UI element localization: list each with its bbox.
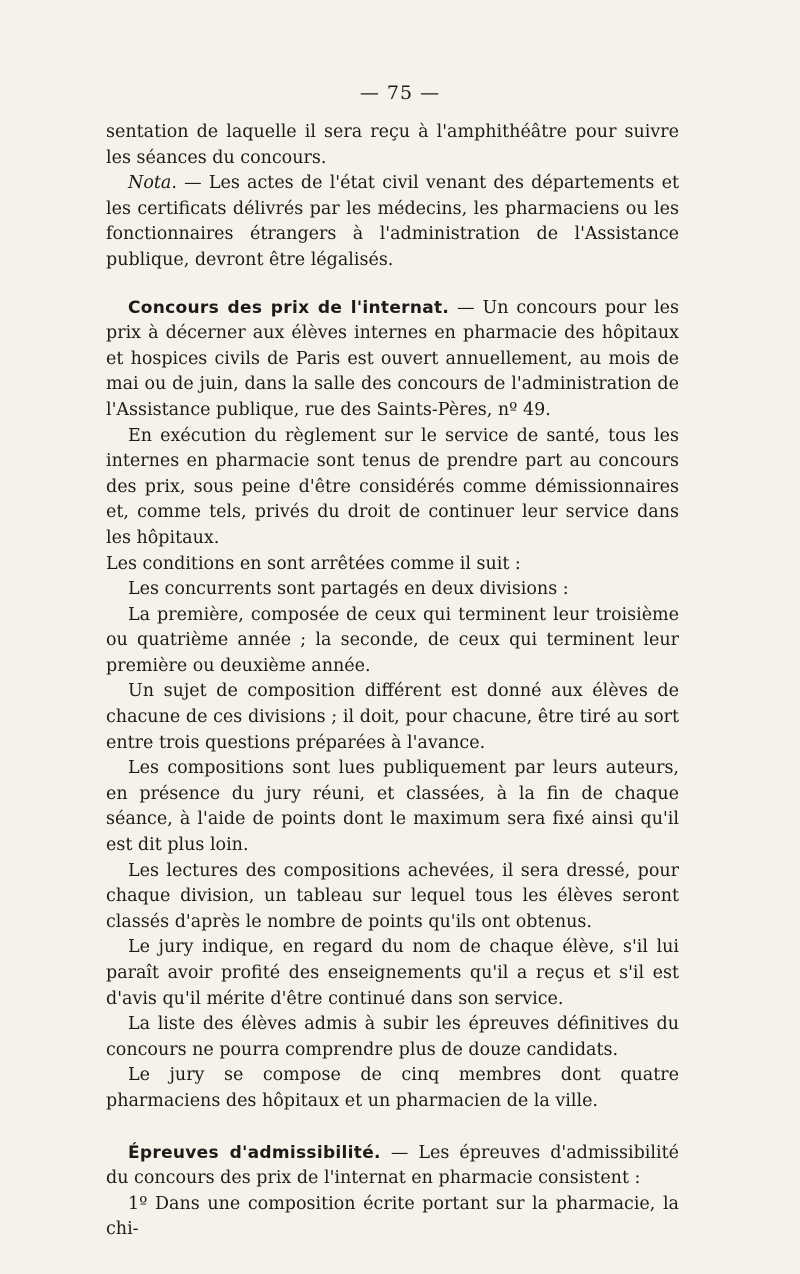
paragraph: 1º Dans une composition écrite portant sur la pharmacie, la chi-: [106, 1193, 679, 1240]
paragraph: Les compositions sont lues publiquement par leurs auteurs, en présence du jury réuni, et classées, à la fin de chaque séance, à l'aide de points dont le maximum sera fixé ainsi qu'il est dit plus loin.: [106, 758, 679, 856]
paragraph: En exécution du règlement sur le service de santé, tous les internes en pharmacie sont tenus de prendre part au concours des prix, sous peine d'être considérés comme démissionnaires et, comme tels, privés du droit de continuer leur service dans les hôpitaux.: [106, 425, 679, 548]
paragraph: Les concurrents sont partagés en deux divisions :: [128, 579, 569, 600]
paragraph: La liste des élèves admis à subir les épreuves définitives du concours ne pourra comprendre plus de douze candidats.: [106, 1014, 679, 1060]
paragraph-continuation: sentation de laquelle il sera reçu à l'amphithéâtre pour suivre les séances du concours.: [106, 122, 679, 168]
section-heading-concours: Concours des prix de l'internat.: [128, 297, 450, 318]
nota-text: — Les actes de l'état civil venant des départements et les certificats délivrés par les médecins, les pharmaciens ou les fonctionnaires étrangers à l'administration de l'Assistance publique, devront être légalisés.: [106, 173, 679, 270]
nota-label: Nota.: [128, 173, 177, 194]
section-epreuves-admissibilite: [106, 1141, 679, 1192]
body-text: [106, 120, 679, 1243]
paragraph: La première, composée de ceux qui terminent leur troisième ou quatrième année ; la seconde, de ceux qui terminent leur première ou deuxième année.: [106, 604, 679, 676]
paragraph: Le jury se compose de cinq membres dont quatre pharmaciens des hôpitaux et un pharmacien de la ville.: [106, 1065, 679, 1111]
section-text-epreuves: — Les épreuves d'admissibilité du concours des prix de l'internat en pharmacie consistent :: [106, 1142, 679, 1189]
section-concours-prix: [106, 296, 679, 424]
paragraph: Un sujet de composition différent est donné aux élèves de chacune de ces divisions ; il doit, pour chacune, être tiré au sort entre trois questions préparées à l'avance.: [106, 681, 679, 753]
section-heading-epreuves: Épreuves d'admissibilité.: [128, 1142, 381, 1163]
paragraph: Le jury indique, en regard du nom de chaque élève, s'il lui paraît avoir profité des enseignements qu'il a reçus et s'il est d'avis qu'il mérite d'être continué dans son service.: [106, 937, 679, 1009]
paragraph: Les conditions en sont arrêtées comme il suit :: [106, 553, 521, 574]
paragraph-nota: [106, 171, 679, 273]
page-number: — 75 —: [359, 82, 441, 104]
paragraph: Les lectures des compositions achevées, il sera dressé, pour chaque division, un tableau sur lequel tous les élèves seront classés d'après le nombre de points qu'ils ont obtenus.: [106, 860, 679, 932]
section-text-concours: — Un concours pour les prix à décerner aux élèves internes en pharmacie des hôpitaux et hospices civils de Paris est ouvert annuellement, au mois de mai ou de juin, dans la salle des concours de l'administration de l'Assistance publique, rue des Saints-Pères, nº 49.: [106, 297, 680, 420]
